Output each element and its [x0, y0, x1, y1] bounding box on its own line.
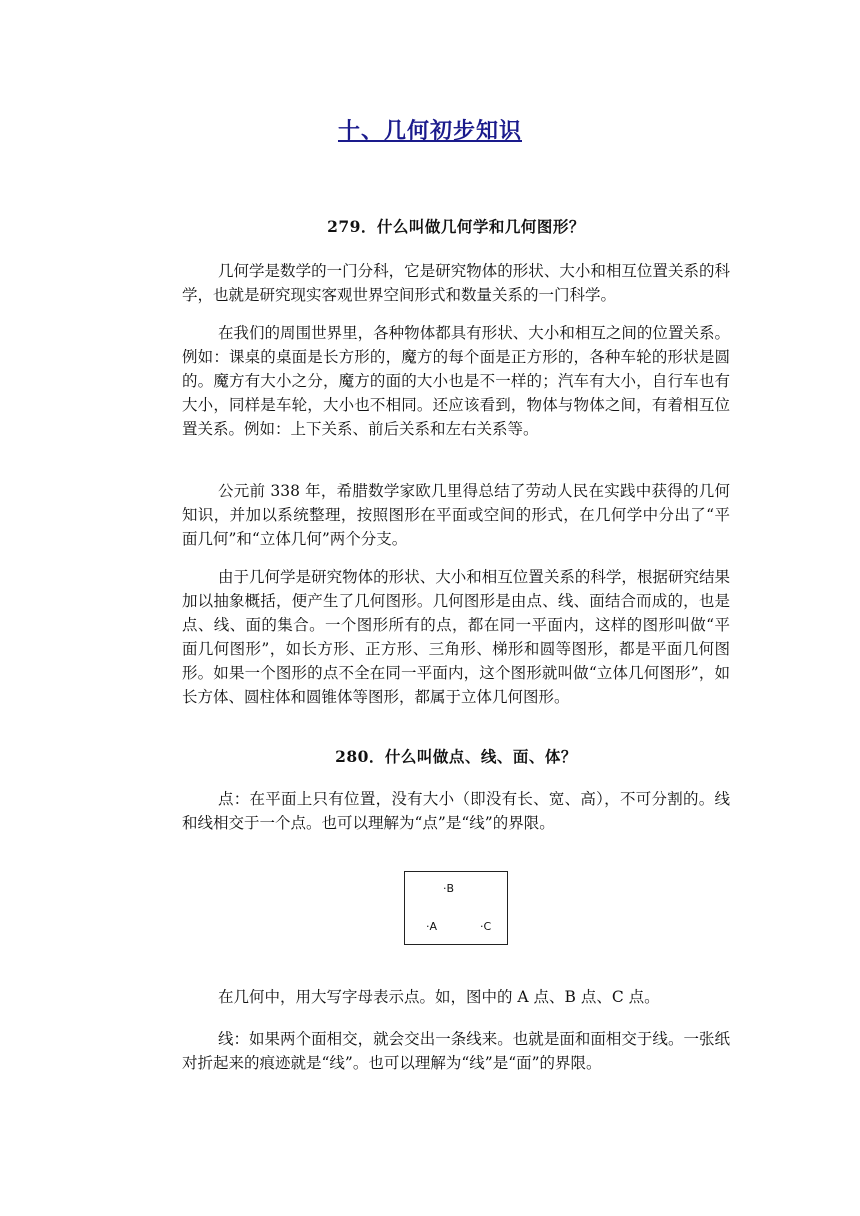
point-a-label: ·A — [426, 920, 438, 933]
paragraph-line-definition: 线：如果两个面相交，就会交出一条线来。也就是面和面相交于线。一张纸对折起来的痕迹就是“线”。也可以理解为“线”是“面”的界限。 — [182, 1030, 730, 1072]
paragraph-1: 几何学是数学的一门分科，它是研究物体的形状、大小和相互位置关系的科学，也就是研究现实客观世界空间形式和数量关系的一门科学。 — [182, 262, 730, 304]
page-title: 十、几何初步知识 — [337, 118, 522, 144]
paragraph-3: 公元前 338 年，希腊数学家欧几里得总结了劳动人民在实践中获得的几何知识，并加以系统整理，按照图形在平面或空间的形式，在几何学中分出了“平面几何”和“立体几何”两个分支。 — [182, 482, 730, 548]
paragraph-2: 在我们的周围世界里，各种物体都具有形状、大小和相互之间的位置关系。例如：课桌的桌面是长方形的，魔方的每个面是正方形的，各种车轮的形状是圆的。魔方有大小之分，魔方的面的大小也是不一样的；汽车有大小，自行车也有大小，同样是车轮，大小也不相同。还应该看到，物体与物体之间，有着相互位置关系。例如：上下关系、前后关系和左右关系等。 — [182, 324, 730, 438]
paragraph-point-notation: 在几何中，用大写字母表示点。如，图中的 A 点、B 点、C 点。 — [218, 988, 660, 1006]
point-c-label: ·C — [480, 920, 492, 933]
point-b-label: ·B — [443, 882, 455, 895]
section-heading-279: 279．什么叫做几何学和几何图形？ — [327, 217, 585, 236]
paragraph-4: 由于几何学是研究物体的形状、大小和相互位置关系的科学，根据研究结果加以抽象概括，便产生了几何图形。几何图形是由点、线、面结合而成的，也是点、线、面的集合。一个图形所有的点，都在同一平面内，这样的图形叫做“平面几何图形”，如长方形、正方形、三角形、梯形和圆等图形，都是平面几何图形。如果一个图形的点不全在同一平面内，这个图形就叫做“立体几何图形”，如长方体、圆柱体和圆锥体等图形，都属于立体几何图形。 — [182, 568, 730, 706]
paragraph-point-definition: 点：在平面上只有位置，没有大小（即没有长、宽、高），不可分割的。线和线相交于一个点。也可以理解为“点”是“线”的界限。 — [182, 790, 730, 832]
points-figure — [404, 871, 508, 945]
section-heading-280: 280．什么叫做点、线、面、体？ — [335, 747, 577, 766]
